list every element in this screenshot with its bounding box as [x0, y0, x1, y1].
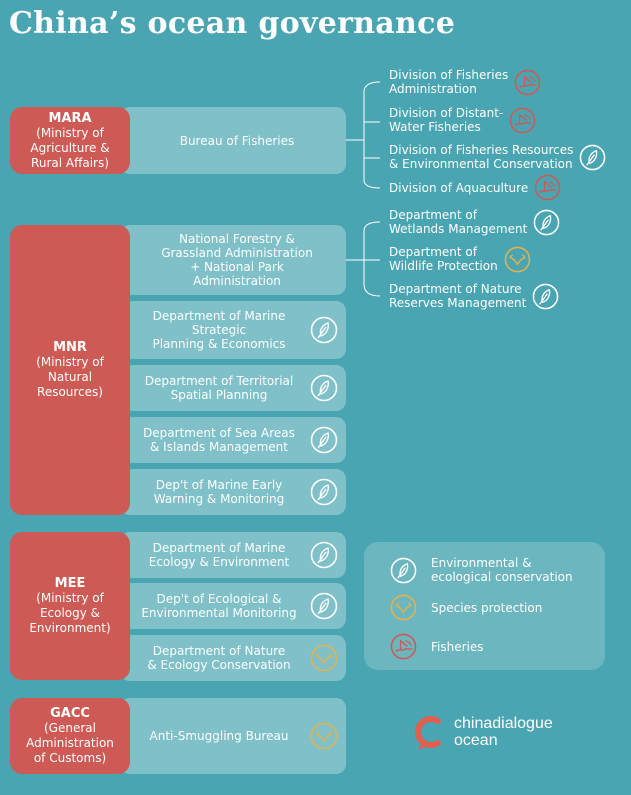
environment-icon — [310, 426, 338, 454]
sub-aquaculture — [389, 174, 561, 201]
chinadialogue-logo-icon — [412, 712, 448, 752]
legend-item-fisheries — [390, 633, 484, 660]
body-label: Department of Territorial Spatial Planning — [144, 374, 294, 402]
fisheries-icon — [534, 174, 561, 201]
body-label: Department of Nature & Ecology Conservation — [147, 644, 291, 672]
fisheries-icon — [390, 633, 417, 660]
page-title: China’s ocean governance — [9, 6, 456, 41]
fisheries-icon — [514, 69, 541, 96]
brand-name: chinadialogue ocean — [454, 715, 553, 749]
legend — [364, 542, 605, 670]
sub-label: Department of Wetlands Management — [389, 208, 528, 236]
sub-fisheries-administration — [389, 68, 541, 96]
legend-label: Fisheries — [431, 639, 484, 654]
sub-label: Department of Nature Reserves Management — [389, 282, 527, 310]
agency-mee — [10, 532, 130, 680]
body-label: Anti-Smuggling Bureau — [149, 729, 289, 743]
body-marine-early-warning — [120, 469, 346, 515]
body-ecological-monitoring — [120, 583, 346, 629]
body-label: Dep't of Marine Early Warning & Monitoring — [153, 478, 285, 506]
environment-icon — [310, 541, 338, 569]
agency-gacc — [10, 698, 130, 774]
environment-icon — [310, 478, 338, 506]
environment-icon — [532, 283, 559, 310]
body-marine-strategic-planning — [120, 301, 346, 359]
sub-label: Division of Fisheries Administration — [389, 68, 509, 96]
sub-wildlife-protection — [389, 245, 531, 273]
environment-icon — [310, 592, 338, 620]
body-nature-ecology-conservation — [120, 635, 346, 681]
fisheries-icon — [509, 107, 536, 134]
agency-mara — [10, 107, 130, 174]
body-marine-ecology-environment — [120, 532, 346, 578]
agency-full-name: (Ministry of Agriculture & Rural Affairs) — [30, 125, 110, 170]
agency-full-name: (Ministry of Natural Resources) — [36, 355, 104, 399]
agency-abbr: MEE — [54, 576, 86, 591]
species-icon — [504, 246, 531, 273]
body-bureau-of-fisheries — [120, 107, 346, 174]
sub-fisheries-resources — [389, 143, 606, 171]
body-sea-areas-islands — [120, 417, 346, 463]
body-territorial-spatial-planning — [120, 365, 346, 411]
environment-icon — [533, 209, 560, 236]
environment-icon — [390, 557, 417, 584]
body-label: Department of Marine Ecology & Environment — [148, 541, 290, 569]
environment-icon — [579, 144, 606, 171]
sub-nature-reserves — [389, 282, 559, 310]
brand — [412, 712, 553, 752]
legend-item-species — [390, 594, 542, 621]
body-label: Department of Sea Areas & Islands Management — [143, 426, 295, 454]
species-icon — [390, 594, 417, 621]
sub-distant-water-fisheries — [389, 106, 536, 134]
sub-label: Department of Wildlife Protection — [389, 245, 498, 273]
sub-wetlands-management — [389, 208, 560, 236]
body-anti-smuggling-bureau — [120, 698, 346, 774]
sub-label: Division of Distant- Water Fisheries — [389, 106, 504, 134]
agency-abbr: GACC — [50, 706, 90, 721]
agency-full-name: (Ministry of Ecology & Environment) — [29, 591, 111, 635]
species-icon — [310, 722, 338, 750]
environment-icon — [310, 316, 338, 344]
legend-label: Environmental & ecological conservation — [431, 556, 573, 584]
body-label: National Forestry & Grassland Administration + National Park Administration — [161, 232, 313, 288]
legend-label: Species protection — [431, 600, 543, 615]
environment-icon — [310, 374, 338, 402]
agency-mnr — [10, 225, 130, 515]
agency-abbr: MARA — [48, 110, 92, 126]
body-forestry-grassland-admin — [120, 225, 346, 295]
body-label: Department of Marine Strategic Planning & Economics — [152, 309, 286, 351]
body-label: Dep't of Ecological & Environmental Monitoring — [141, 592, 297, 620]
sub-label: Division of Aquaculture — [389, 180, 529, 195]
agency-abbr: MNR — [53, 340, 87, 355]
body-label: Bureau of Fisheries — [179, 133, 295, 148]
sub-label: Division of Fisheries Resources & Environmental Conservation — [389, 143, 574, 171]
species-icon — [310, 644, 338, 672]
legend-item-environment — [390, 556, 573, 584]
agency-full-name: (General Administration of Customs) — [26, 721, 114, 765]
